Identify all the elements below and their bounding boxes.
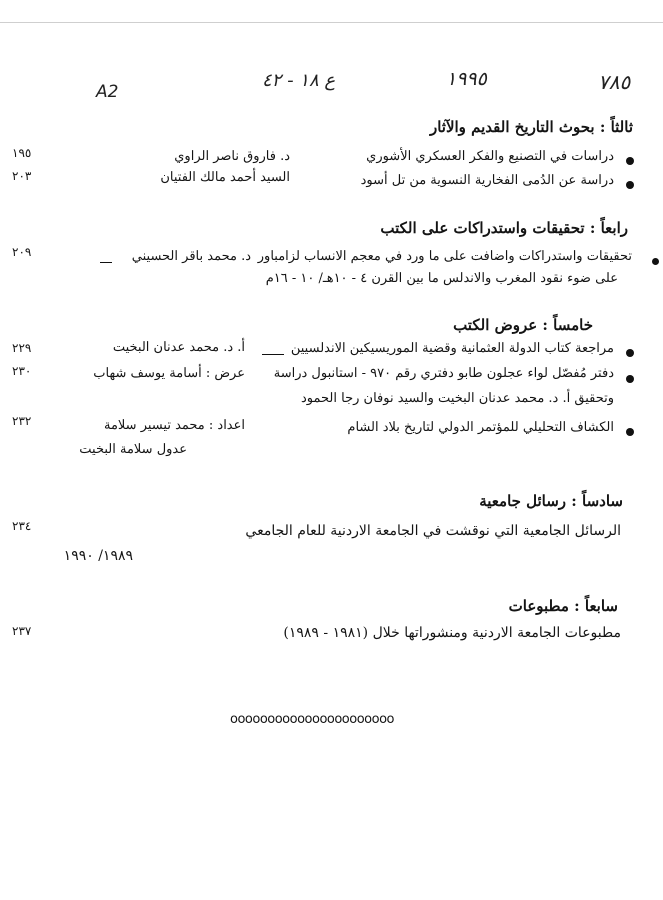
s3-item1-title: دراسات في التصنيع والفكر العسكري الأشوري: [366, 149, 614, 164]
s6-line2: ١٩٨٩/ ١٩٩٠: [63, 548, 133, 564]
s4-item-line1: تحقيقات واستدراكات واضافت على ما ورد في معجم الانساب لزامباور: [257, 249, 632, 264]
s6-page: ٢٣٤: [12, 519, 32, 533]
bullet: [652, 258, 659, 265]
section-6-heading: سادساً : رسائل جامعية: [479, 492, 623, 510]
s4-item-author: د. محمد باقر الحسيني: [131, 249, 251, 264]
footer-ornament: oooooooooooooooooooooo: [230, 712, 394, 727]
s3-item2-title: دراسة عن الدُمى الفخارية النسوية من تل أسود: [360, 173, 614, 188]
s5-item3-author2: عدول سلامة البخيت: [79, 442, 187, 457]
handwritten-volume: ع ١٨ - ٤٢: [262, 70, 336, 91]
s3-item1-page: ١٩٥: [12, 146, 32, 160]
s3-item2-author: السيد أحمد مالك الفتيان: [160, 170, 290, 185]
s5-item3-title: الكشاف التحليلي للمؤتمر الدولي لتاريخ بلاد الشام: [347, 420, 614, 435]
s3-item1-author: د. فاروق ناصر الراوي: [174, 149, 290, 164]
handwritten-year: ١٩٩٥: [446, 68, 487, 90]
s5-item1-page: ٢٢٩: [12, 341, 32, 355]
section-3-heading: ثالثاً : بحوث التاريخ القديم والآثار: [429, 118, 633, 136]
s3-item2-page: ٢٠٣: [12, 169, 32, 183]
s6-line1: الرسائل الجامعية التي نوقشت في الجامعة الاردنية للعام الجامعي: [245, 523, 621, 539]
s4-item-line2: على ضوء نقود المغرب والاندلس ما بين القرن ٤ - ١٠هـ/ ١٠ - ١٦م: [265, 271, 618, 286]
s5-item3-page: ٢٣٢: [12, 414, 32, 428]
bullet: [626, 375, 634, 383]
author-dash: [100, 262, 112, 263]
bullet: [626, 157, 634, 165]
handwritten-ref: A2: [96, 82, 119, 102]
s5-item2-cont: وتحقيق أ. د. محمد عدنان البخيت والسيد نوفان رجا الحمود: [301, 391, 614, 406]
section-5-heading: خامساً : عروض الكتب: [453, 316, 593, 334]
bullet: [626, 428, 634, 436]
top-rule: [0, 22, 663, 23]
bullet: [626, 181, 634, 189]
bullet: [626, 349, 634, 357]
s5-item2-page: ٢٣٠: [12, 364, 32, 378]
s5-item2-title: دفتر مُفصّل لواء عجلون طابو دفتري رقم ٩٧٠ - استانبول دراسة: [273, 366, 614, 381]
s5-item2-author: عرض : أسامة يوسف شهاب: [93, 366, 245, 381]
s4-item-page: ٢٠٩: [12, 245, 32, 259]
s5-item3-author: اعداد : محمد تيسير سلامة: [103, 418, 245, 433]
title-dash: [262, 354, 284, 355]
s5-item1-author: أ. د. محمد عدنان البخيت: [112, 340, 245, 355]
s7-page: ٢٣٧: [12, 624, 32, 638]
handwritten-page-number: ٧٨٥: [598, 70, 631, 94]
s7-line1: مطبوعات الجامعة الاردنية ومنشوراتها خلال (١٩٨١ - ١٩٨٩): [283, 625, 621, 641]
section-4-heading: رابعاً : تحقيقات واستدراكات على الكتب: [380, 219, 628, 237]
section-7-heading: سابعاً : مطبوعات: [508, 597, 618, 615]
s5-item1-title: مراجعة كتاب الدولة العثمانية وقضية الموريسيكين الاندلسيين: [290, 341, 614, 356]
